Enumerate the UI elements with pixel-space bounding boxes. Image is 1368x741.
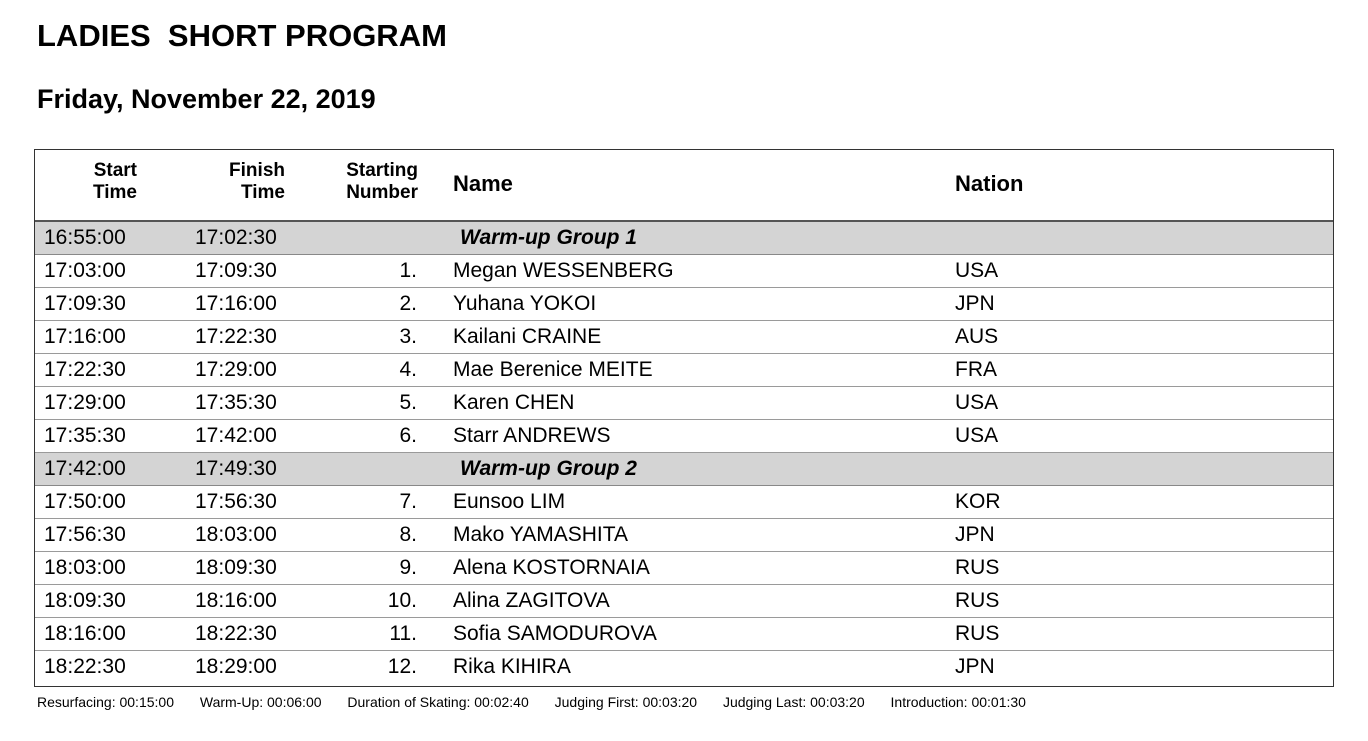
skater-name: Rika KIHIRA — [453, 655, 571, 678]
table-header — [35, 150, 1333, 222]
finish-time: 18:22:30 — [195, 622, 277, 645]
finish-time: 17:09:30 — [195, 259, 277, 282]
footer-judging-last: Judging Last: 00:03:20 — [722, 694, 865, 710]
starting-number: 1. — [399, 259, 417, 282]
nation: JPN — [955, 655, 995, 678]
nation: KOR — [955, 490, 1001, 513]
skater-name: Karen CHEN — [453, 391, 575, 414]
footer-resurfacing: Resurfacing: 00:15:00 — [37, 694, 174, 710]
starting-number: 11. — [389, 622, 417, 645]
skater-name: Yuhana YOKOI — [453, 292, 597, 315]
starting-number: 6. — [399, 424, 417, 447]
table-row — [35, 354, 1333, 387]
start-time: 17:35:30 — [44, 424, 126, 447]
table-row — [35, 552, 1333, 585]
nation: RUS — [955, 556, 1000, 579]
start-time: 18:03:00 — [44, 556, 126, 579]
header-start-time: Start Time — [92, 160, 137, 203]
skater-name: Kailani CRAINE — [453, 325, 602, 348]
starting-number: 10. — [387, 589, 417, 612]
starting-number: 5. — [399, 391, 417, 414]
footer-introduction: Introduction: 00:01:30 — [890, 694, 1026, 710]
start-time: 17:42:00 — [44, 457, 126, 480]
header-name: Name — [453, 171, 513, 196]
starting-number: 9. — [399, 556, 417, 579]
starting-number: 8. — [399, 523, 417, 546]
skater-name: Alina ZAGITOVA — [453, 589, 610, 612]
finish-time: 17:56:30 — [195, 490, 277, 513]
nation: AUS — [955, 325, 999, 348]
finish-time: 18:03:00 — [195, 523, 277, 546]
header-finish-time: Finish Time — [229, 160, 285, 203]
footer-warm-up: Warm-Up: 00:06:00 — [199, 694, 322, 710]
skater-name: Sofia SAMODUROVA — [453, 622, 657, 645]
nation: USA — [955, 391, 999, 414]
finish-time: 17:02:30 — [195, 226, 277, 249]
start-time: 17:50:00 — [44, 490, 126, 513]
nation: RUS — [955, 589, 1000, 612]
finish-time: 17:29:00 — [195, 358, 277, 381]
group-label: Warm-up Group 1 — [460, 226, 637, 249]
warmup-group-row — [35, 453, 1333, 486]
table-row — [35, 618, 1333, 651]
start-time: 17:03:00 — [44, 259, 126, 282]
page-title: LADIES SHORT PROGRAM — [37, 18, 447, 53]
table-row — [35, 486, 1333, 519]
table-row — [35, 651, 1333, 684]
finish-time: 18:16:00 — [195, 589, 277, 612]
start-time: 18:16:00 — [44, 622, 126, 645]
event-date: Friday, November 22, 2019 — [37, 84, 376, 114]
header-starting-number: Starting Number — [346, 160, 418, 203]
skater-name: Mako YAMASHITA — [453, 523, 629, 546]
start-time: 17:22:30 — [44, 358, 126, 381]
footer-judging-first: Judging First: 00:03:20 — [554, 694, 698, 710]
table-row — [35, 321, 1333, 354]
start-time: 17:09:30 — [44, 292, 126, 315]
finish-time: 18:09:30 — [195, 556, 277, 579]
finish-time: 17:16:00 — [195, 292, 277, 315]
starting-number: 12. — [387, 655, 417, 678]
nation: JPN — [955, 292, 995, 315]
nation: USA — [955, 424, 999, 447]
skater-name: Starr ANDREWS — [453, 424, 611, 447]
footer-duration: Duration of Skating: 00:02:40 — [347, 694, 529, 710]
nation: RUS — [955, 622, 1000, 645]
start-time: 17:16:00 — [44, 325, 126, 348]
table-row — [35, 255, 1333, 288]
start-time: 18:22:30 — [44, 655, 126, 678]
table-row — [35, 420, 1333, 453]
finish-time: 17:35:30 — [195, 391, 277, 414]
nation: USA — [955, 259, 999, 282]
starting-number: 7. — [399, 490, 417, 513]
finish-time: 17:42:00 — [195, 424, 277, 447]
group-label: Warm-up Group 2 — [460, 457, 637, 480]
finish-time: 17:22:30 — [195, 325, 277, 348]
starting-number: 3. — [399, 325, 417, 348]
table-row — [35, 585, 1333, 618]
finish-time: 18:29:00 — [195, 655, 277, 678]
skater-name: Eunsoo LIM — [453, 490, 566, 513]
schedule-table — [34, 149, 1334, 687]
starting-number: 2. — [399, 292, 417, 315]
nation: JPN — [955, 523, 995, 546]
finish-time: 17:49:30 — [195, 457, 277, 480]
skater-name: Mae Berenice MEITE — [453, 358, 653, 381]
starting-number: 4. — [399, 358, 417, 381]
nation: FRA — [955, 358, 997, 381]
start-time: 18:09:30 — [44, 589, 126, 612]
timing-footer — [37, 694, 1048, 710]
start-time: 17:56:30 — [44, 523, 126, 546]
header-nation: Nation — [955, 171, 1024, 196]
skater-name: Alena KOSTORNAIA — [453, 556, 650, 579]
table-row — [35, 288, 1333, 321]
warmup-group-row — [35, 222, 1333, 255]
start-time: 17:29:00 — [44, 391, 126, 414]
table-row — [35, 387, 1333, 420]
table-row — [35, 519, 1333, 552]
start-time: 16:55:00 — [44, 226, 126, 249]
skater-name: Megan WESSENBERG — [453, 259, 674, 282]
